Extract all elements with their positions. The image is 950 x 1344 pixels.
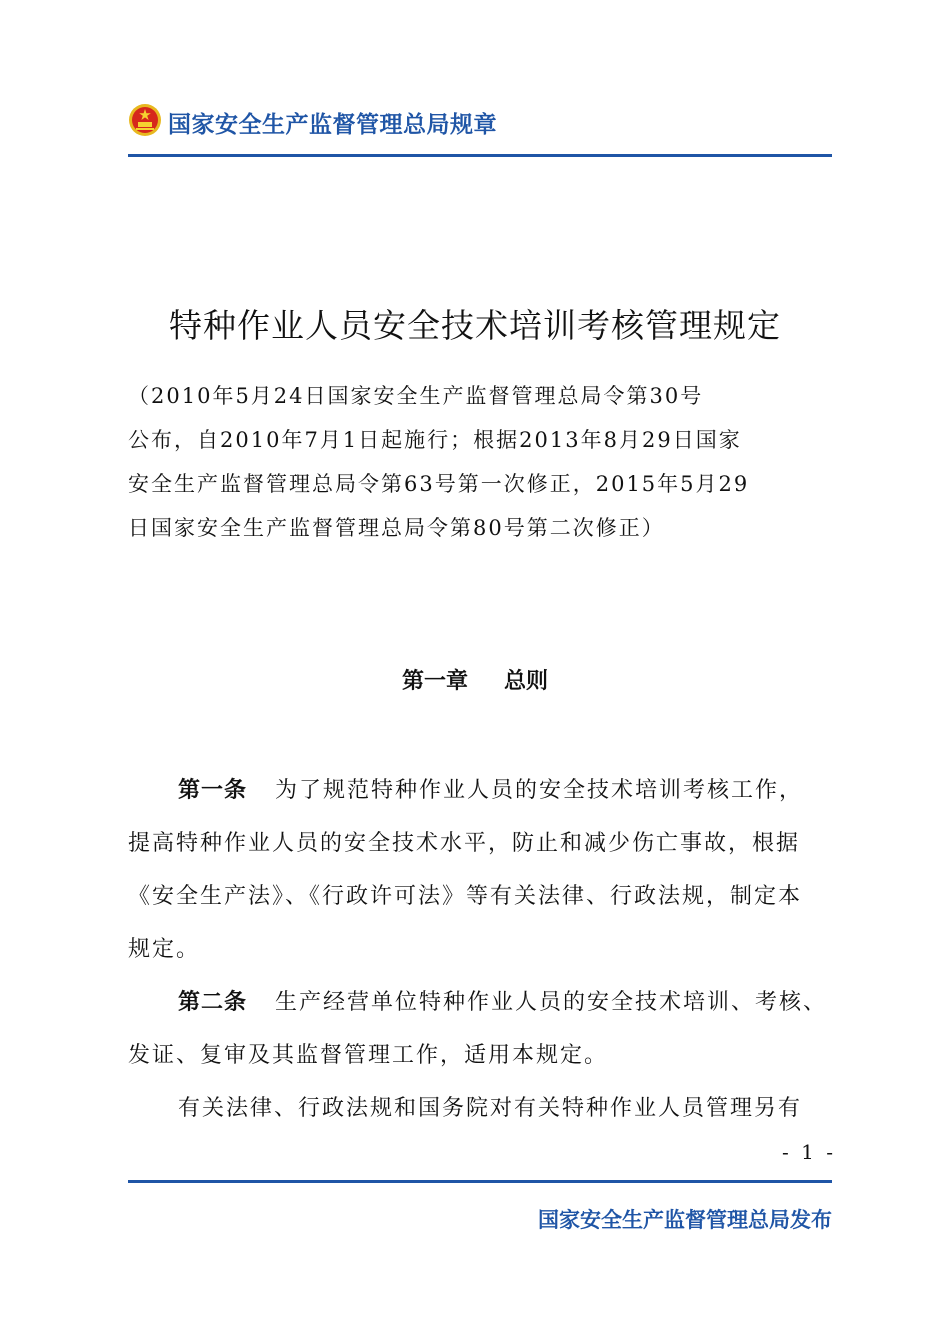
article-label: 第二条: [178, 990, 248, 1015]
header-divider: [128, 154, 832, 157]
footer-publisher: 国家安全生产监督管理总局发布: [538, 1208, 832, 1232]
article-text-line: 规定。: [128, 937, 201, 962]
subtitle-line: 安全生产监督管理总局令第63号第一次修正，2015年5月29: [128, 472, 750, 496]
article-text-line: 《安全生产法》、《行政许可法》等有关法律、行政法规，制定本: [128, 884, 803, 909]
national-emblem-icon: [128, 103, 162, 137]
subtitle-line: （2010年5月24日国家安全生产监督管理总局令第30号: [128, 384, 704, 408]
chapter-title: 总则: [504, 669, 549, 694]
subtitle-line: 日国家安全生产监督管理总局令第80号第二次修正）: [128, 516, 665, 540]
article-label: 第一条: [178, 778, 248, 803]
article-1: [128, 764, 840, 976]
chapter-number: 第一章: [401, 669, 468, 694]
article-2: [128, 976, 840, 1082]
header-title: 国家安全生产监督管理总局规章: [168, 112, 497, 138]
chapter-heading: [0, 664, 950, 695]
page-number: - 1 -: [782, 1140, 836, 1164]
article-text-line: 生产经营单位特种作业人员的安全技术培训、考核、: [275, 990, 828, 1015]
page-header: [128, 98, 832, 158]
subtitle-line: 公布，自2010年7月1日起施行；根据2013年8月29日国家: [128, 428, 742, 452]
continuation-text: 有关法律、行政法规和国务院对有关特种作业人员管理另有: [178, 1096, 803, 1121]
article-text-line: 为了规范特种作业人员的安全技术培训考核工作，: [275, 778, 804, 803]
document-title: 特种作业人员安全技术培训考核管理规定: [169, 306, 781, 345]
footer-divider: [128, 1180, 832, 1183]
article-text-line: 提高特种作业人员的安全技术水平，防止和减少伤亡事故，根据: [128, 831, 801, 856]
document-body: [128, 764, 840, 1135]
continuation-paragraph: [128, 1082, 840, 1135]
document-subtitle: [128, 374, 836, 550]
article-text-line: 发证、复审及其监督管理工作，适用本规定。: [128, 1043, 609, 1068]
